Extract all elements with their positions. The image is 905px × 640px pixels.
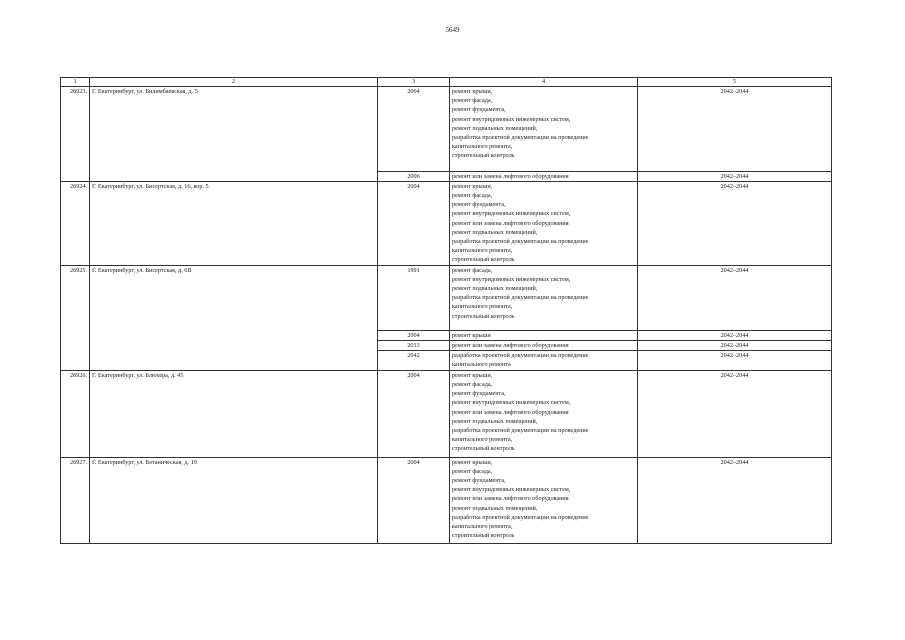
work-item: ремонт фундамента, <box>452 201 506 209</box>
work-item: разработка проектной документации на проведение <box>452 513 589 521</box>
work-item: ремонт крыши, <box>452 371 493 379</box>
year-cell: 2004 <box>378 457 450 544</box>
period-cell: 2042–2044 <box>638 181 832 265</box>
address-cell: Г. Екатеринбург, ул. Бисертская, д. 16, кор. 5 <box>90 181 378 265</box>
period-cell: 2042–2044 <box>638 87 832 172</box>
work-item: разработка проектной документации на проведение <box>452 294 589 302</box>
address-cell: Г. Екатеринбург, ул. Билимбаевская, д. 5 <box>90 87 378 182</box>
works-cell <box>450 181 638 265</box>
works-cell <box>450 171 638 181</box>
year-cell: 2042 <box>378 351 450 370</box>
works-cell <box>450 330 638 340</box>
year-cell: 2004 <box>378 87 450 172</box>
work-item: ремонт фасада, <box>452 467 493 475</box>
row-number: 26927. <box>61 457 90 544</box>
work-item: ремонт крыши, <box>452 182 493 190</box>
column-header: 2 <box>90 78 378 87</box>
work-item: строительный контроль <box>452 532 515 540</box>
work-item: разработка проектной документации на проведение <box>452 134 589 142</box>
table-row <box>61 181 832 265</box>
work-item: ремонт фасада, <box>452 380 493 388</box>
works-cell <box>450 370 638 457</box>
period-cell: 2042–2044 <box>638 370 832 457</box>
work-item: капитального ремонта, <box>452 436 513 444</box>
works-cell <box>450 341 638 351</box>
row-number: 26924. <box>61 181 90 265</box>
work-item: ремонт фундамента, <box>452 106 506 114</box>
table-row <box>61 457 832 544</box>
works-cell <box>450 457 638 544</box>
work-item: капитального ремонта, <box>452 143 513 151</box>
work-item: ремонт подвальных помещений, <box>452 417 538 425</box>
work-item: ремонт внутридомовых инженерных систем, <box>452 115 571 123</box>
column-number-row <box>61 78 832 87</box>
work-item: разработка проектной документации на проведение <box>452 238 589 246</box>
work-item: ремонт или замена лифтового оборудования <box>452 219 569 227</box>
period-cell: 2042–2044 <box>638 341 832 351</box>
page-number: 5649 <box>445 26 460 34</box>
address-cell: Г. Екатеринбург, ул. Ботаническая, д. 19 <box>90 457 378 544</box>
work-item: ремонт подвальных помещений, <box>452 285 538 293</box>
work-item: ремонт внутридомовых инженерных систем, <box>452 399 571 407</box>
period-cell: 2042–2044 <box>638 351 832 370</box>
works-cell <box>450 351 638 370</box>
work-item: капитального ремонта, <box>452 247 513 255</box>
address-cell: Г. Екатеринбург, ул. Блюхера, д. 45 <box>90 370 378 457</box>
work-item: ремонт фасада, <box>452 266 493 274</box>
year-cell: 2004 <box>378 330 450 340</box>
work-item: ремонт внутридомовых инженерных систем, <box>452 275 571 283</box>
year-cell: 2004 <box>378 181 450 265</box>
work-item: ремонт внутридомовых инженерных систем, <box>452 486 571 494</box>
works-cell <box>450 87 638 172</box>
work-item: разработка проектной документации на проведение <box>452 352 589 360</box>
work-item: разработка проектной документации на проведение <box>452 426 589 434</box>
work-item: строительный контроль <box>452 256 515 264</box>
work-item: ремонт или замена лифтового оборудования <box>452 408 569 416</box>
year-cell: 2004 <box>378 370 450 457</box>
year-cell: 2006 <box>378 171 450 181</box>
work-item: строительный контроль <box>452 152 515 160</box>
column-header: 1 <box>61 78 90 87</box>
work-item: ремонт крыши <box>452 331 491 339</box>
work-item: капитального ремонта <box>452 361 511 369</box>
period-cell: 2042–2044 <box>638 330 832 340</box>
works-cell <box>450 265 638 330</box>
table-row <box>61 370 832 457</box>
row-number: 26926. <box>61 370 90 457</box>
work-item: ремонт или замена лифтового оборудования <box>452 172 569 180</box>
work-item: ремонт фундамента, <box>452 476 506 484</box>
table-row <box>61 87 832 172</box>
work-item: ремонт внутридомовых инженерных систем, <box>452 210 571 218</box>
column-header: 4 <box>450 78 638 87</box>
period-cell: 2042–2044 <box>638 265 832 330</box>
column-header: 5 <box>638 78 832 87</box>
work-item: капитального ремонта, <box>452 303 513 311</box>
work-item: ремонт подвальных помещений, <box>452 228 538 236</box>
work-item: ремонт или замена лифтового оборудования <box>452 495 569 503</box>
period-cell: 2042–2044 <box>638 171 832 181</box>
work-item: ремонт подвальных помещений, <box>452 124 538 132</box>
address-cell: Г. Екатеринбург, ул. Бисертская, д. 6В <box>90 265 378 370</box>
work-item: строительный контроль <box>452 445 515 453</box>
work-item: капитального ремонта, <box>452 522 513 530</box>
work-item: строительный контроль <box>452 312 515 320</box>
row-number: 26923. <box>61 87 90 182</box>
year-cell: 1991 <box>378 265 450 330</box>
table-row <box>61 265 832 330</box>
work-item: ремонт подвальных помещений, <box>452 504 538 512</box>
work-item: ремонт фасада, <box>452 192 493 200</box>
work-item: ремонт или замена лифтового оборудования <box>452 342 569 350</box>
work-item: ремонт фасада, <box>452 97 493 105</box>
repair-schedule-table <box>60 77 832 544</box>
period-cell: 2042–2044 <box>638 457 832 544</box>
column-header: 3 <box>378 78 450 87</box>
year-cell: 2013 <box>378 341 450 351</box>
work-item: ремонт крыши, <box>452 88 493 95</box>
row-number: 26925. <box>61 265 90 370</box>
work-item: ремонт крыши, <box>452 458 493 466</box>
work-item: ремонт фундамента, <box>452 390 506 398</box>
